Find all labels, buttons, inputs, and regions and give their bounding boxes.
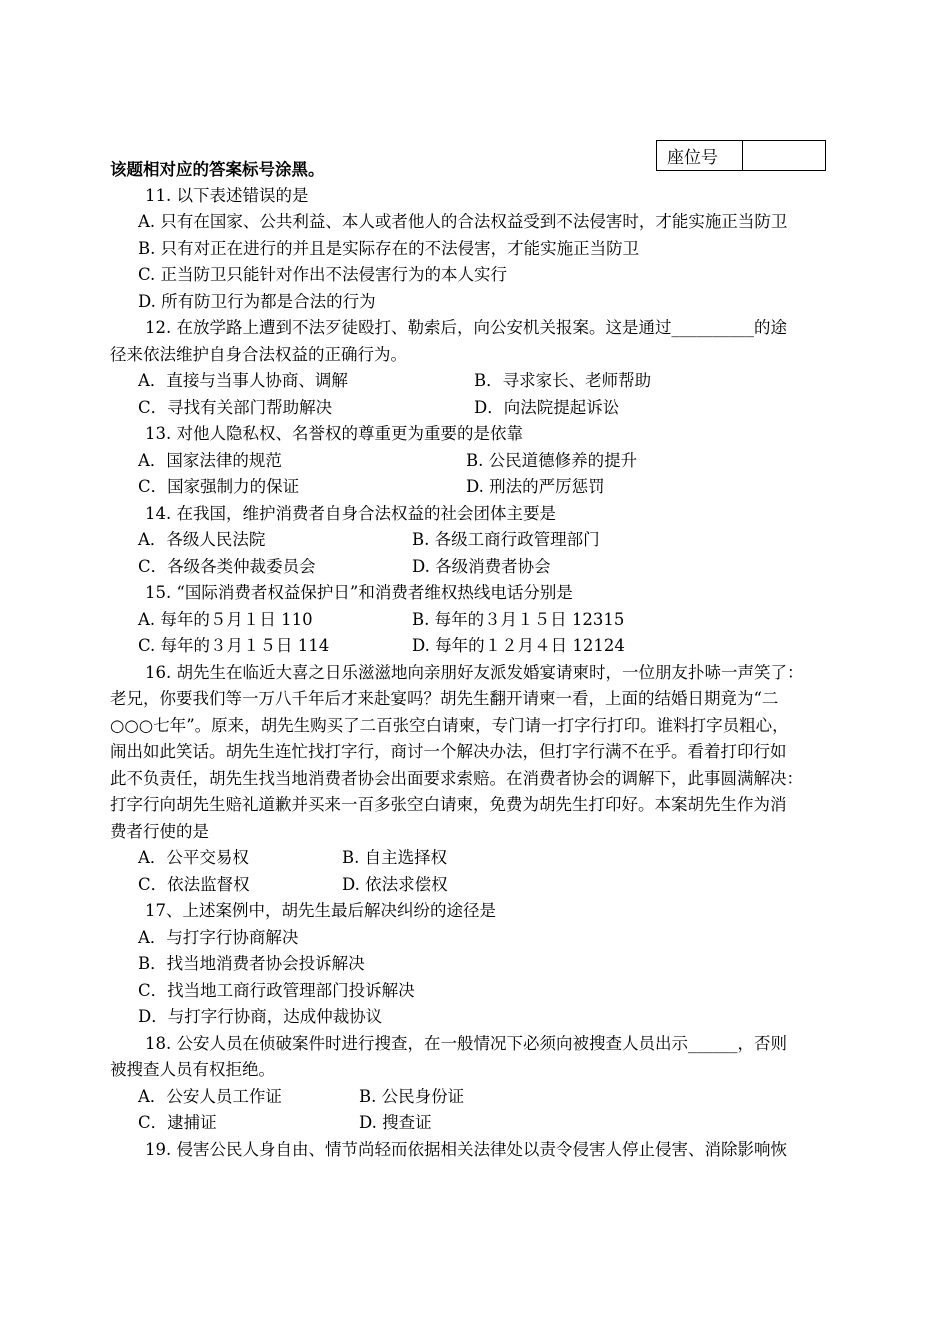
q16-option-d: D. 依法求偿权	[342, 875, 448, 894]
q15-option-c: C. 每年的３月１５日 114	[138, 636, 330, 655]
q17-option-d: D．与打字行协商，达成仲裁协议	[138, 1007, 383, 1026]
q15-stem: 15. “国际消费者权益保护日”和消费者维权热线电话分别是	[145, 583, 573, 602]
q17-option-c: C．找当地工商行政管理部门投诉解决	[138, 981, 415, 1000]
header-note: 该题相对应的答案标号涂黑。	[110, 160, 325, 179]
q15-option-d: D. 每年的１２月４日 12124	[412, 636, 625, 655]
q11-option-b: B. 只有对正在进行的并且是实际存在的不法侵害，才能实施正当防卫	[138, 239, 640, 258]
q16-option-c: C．依法监督权	[138, 875, 250, 894]
q16-option-b: B. 自主选择权	[342, 848, 448, 867]
q16-stem-line2: 老兄，你要我们等一万八千年后才来赴宴吗？胡先生翻开请柬一看，上面的结婚日期竟为“二	[110, 689, 779, 708]
seat-number-box	[656, 140, 826, 171]
seat-number-value	[743, 141, 825, 170]
q15-option-a: A. 每年的５月１日 110	[138, 610, 313, 629]
q18-stem-line1: 18. 公安人员在侦破案件时进行搜查，在一般情况下必须向被搜查人员出示______，否则	[145, 1034, 787, 1053]
q18-option-b: B. 公民身份证	[359, 1087, 465, 1106]
q14-option-c: C．各级各类仲裁委员会	[138, 557, 316, 576]
q12-option-a: A．直接与当事人协商、调解	[138, 371, 348, 390]
q16-stem-line5: 此不负责任，胡先生找当地消费者协会出面要求索赔。在消费者协会的调解下，此事圆满解决：	[110, 769, 803, 788]
q11-option-a: A. 只有在国家、公共利益、本人或者他人的合法权益受到不法侵害时，才能实施正当防卫	[138, 212, 788, 231]
q18-option-a: A．公安人员工作证	[138, 1087, 282, 1106]
seat-number-label: 座位号	[657, 141, 743, 170]
q13-option-c: C．国家强制力的保证	[138, 477, 300, 496]
q17-stem: 17、上述案例中，胡先生最后解决纠纷的途径是	[145, 901, 496, 920]
q13-option-b: B. 公民道德修养的提升	[466, 451, 638, 470]
q12-stem-line1: 12. 在放学路上遭到不法歹徒殴打、勒索后，向公安机关报案。这是通过__________的途	[145, 318, 787, 337]
q19-stem-line1: 19. 侵害公民人身自由、情节尚轻而依据相关法律处以责令侵害人停止侵害、消除影响恢	[145, 1140, 787, 1159]
q12-option-d: D．向法院提起诉讼	[474, 398, 620, 417]
q13-stem: 13. 对他人隐私权、名誉权的尊重更为重要的是依靠	[145, 424, 523, 443]
q12-option-b: B．寻求家长、老师帮助	[474, 371, 652, 390]
q16-stem-line6: 打字行向胡先生赔礼道歉并买来一百多张空白请柬，免费为胡先生打印好。本案胡先生作为消	[110, 795, 787, 814]
q18-option-d: D. 搜查证	[359, 1113, 432, 1132]
q16-stem-line1: 16. 胡先生在临近大喜之日乐滋滋地向亲朋好友派发婚宴请柬时，一位朋友扑哧一声笑了：	[145, 663, 804, 682]
q17-option-b: B．找当地消费者协会投诉解决	[138, 954, 365, 973]
q14-option-b: B. 各级工商行政管理部门	[412, 530, 600, 549]
q13-option-a: A．国家法律的规范	[138, 451, 282, 470]
q17-option-a: A．与打字行协商解决	[138, 928, 299, 947]
q16-stem-line7: 费者行使的是	[110, 822, 209, 841]
q16-stem-line4: 闹出如此笑话。胡先生连忙找打字行，商讨一个解决办法，但打字行满不在乎。看着打印行如	[110, 742, 787, 761]
q12-option-c: C．寻找有关部门帮助解决	[138, 398, 333, 417]
q13-option-d: D. 刑法的严厉惩罚	[466, 477, 605, 496]
q12-stem-line2: 径来依法维护自身合法权益的正确行为。	[110, 345, 407, 364]
q15-option-b: B. 每年的３月１５日 12315	[412, 610, 625, 629]
q14-stem: 14. 在我国，维护消费者自身合法权益的社会团体主要是	[145, 504, 556, 523]
q14-option-d: D. 各级消费者协会	[412, 557, 551, 576]
q16-stem-line3: ○○○七年”。原来，胡先生购买了二百张空白请柬，专门请一打字行打印。谁料打字员粗心，	[110, 716, 789, 735]
q16-option-a: A．公平交易权	[138, 848, 249, 867]
q11-stem: 11. 以下表述错误的是	[145, 186, 309, 205]
q11-option-c: C. 正当防卫只能针对作出不法侵害行为的本人实行	[138, 265, 508, 284]
q18-stem-line2: 被搜查人员有权拒绝。	[110, 1060, 275, 1079]
q11-option-d: D. 所有防卫行为都是合法的行为	[138, 292, 376, 311]
q14-option-a: A．各级人民法院	[138, 530, 266, 549]
q18-option-c: C．逮捕证	[138, 1113, 217, 1132]
